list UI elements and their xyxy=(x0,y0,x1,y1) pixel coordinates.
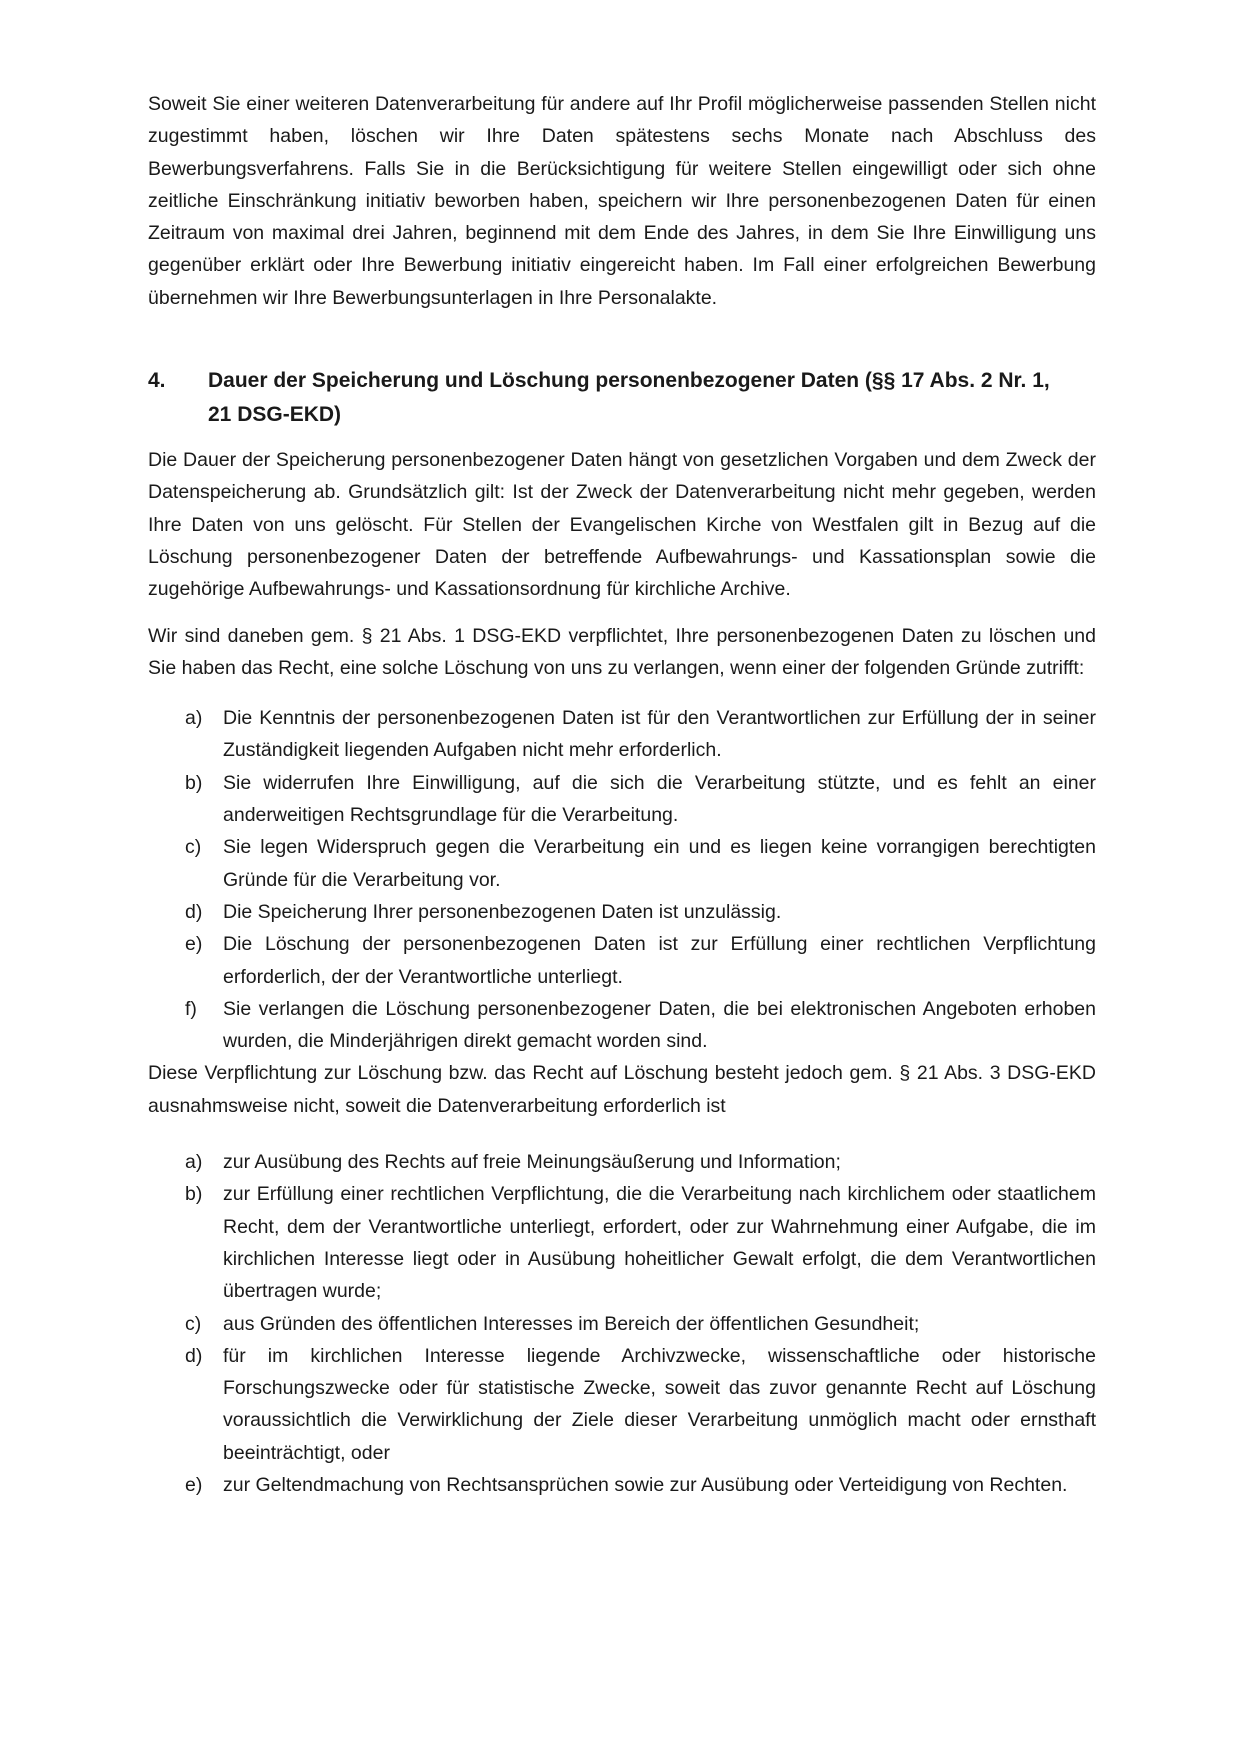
list-item-text: Die Speicherung Ihrer personenbezogenen Daten ist unzulässig. xyxy=(223,900,782,923)
deletion-reasons-list xyxy=(148,702,1096,1057)
list-marker: b) xyxy=(185,771,203,794)
list-item-text: für im kirchlichen Interesse liegende Archivzwecke, wissenschaftliche oder historische Forschungszwecke oder für statistische Zwecke, soweit das zuvor genannte Recht auf Löschung voraussichtlich die Verwirklichung der Ziele dieser Verarbeitung unmöglich macht oder ernsthaft beeinträchtigt, oder xyxy=(223,1344,1096,1464)
list-marker: c) xyxy=(185,836,202,859)
list-marker: b) xyxy=(185,1183,203,1206)
list-item-text: Sie verlangen die Löschung personenbezogener Daten, die bei elektronischen Angeboten erhoben wurden, die Minderjährigen direkt gemacht worden sind. xyxy=(223,997,1096,1053)
list-marker: d) xyxy=(185,900,203,923)
list-item-text: Die Löschung der personenbezogenen Daten ist zur Erfüllung einer rechtlichen Verpflichtung erforderlich, der der Verantwortliche unterliegt. xyxy=(223,933,1096,988)
list-item xyxy=(185,1469,1096,1501)
paragraph-deletion-obligation: Wir sind daneben gem. § 21 Abs. 1 DSG-EKD verpflichtet, Ihre personenbezogenen Daten zu löschen und Sie haben das Recht, eine solche Löschung von uns zu verlangen, wenn einer der folgenden Gründe zutrifft: xyxy=(148,624,1096,679)
list-marker: a) xyxy=(185,707,203,730)
list-marker: d) xyxy=(185,1344,203,1367)
list-item xyxy=(185,1340,1096,1469)
list-item-text: Die Kenntnis der personenbezogenen Daten ist für den Verantwortlichen zur Erfüllung der in seiner Zuständigkeit liegenden Aufgaben nicht mehr erforderlich. xyxy=(223,707,1096,762)
list-item xyxy=(185,928,1096,993)
list-marker: e) xyxy=(185,933,203,956)
section-heading xyxy=(148,364,1096,432)
list-item xyxy=(185,702,1096,767)
list-marker: f) xyxy=(185,997,197,1020)
paragraph-exceptions: Diese Verpflichtung zur Löschung bzw. das Recht auf Löschung besteht jedoch gem. § 21 Abs. 3 DSG-EKD ausnahmsweise nicht, soweit die Datenverarbeitung erforderlich ist xyxy=(148,1062,1096,1117)
list-item xyxy=(185,1178,1096,1307)
list-marker: c) xyxy=(185,1312,202,1335)
document-page xyxy=(148,88,1096,1501)
list-item xyxy=(185,896,1096,928)
paragraph-storage-duration: Die Dauer der Speicherung personenbezogener Daten hängt von gesetzlichen Vorgaben und dem Zweck der Datenspeicherung ab. Grundsätzlich gilt: Ist der Zweck der Datenverarbeitung nicht mehr gegeben, werden Ihre Daten von uns gelöscht. Für Stellen der Evangelischen Kirche von Westfalen gilt in Bezug auf die Löschung personenbezogener Daten der betreffende Aufbewahrungs- und Kassationsplan sowie die zugehörige Aufbewahrungs- und Kassationsordnung für kirchliche Archive. xyxy=(148,449,1096,601)
list-item-text: zur Erfüllung einer rechtlichen Verpflichtung, die die Verarbeitung nach kirchlichem oder staatlichem Recht, dem der Verantwortliche unterliegt, erfordert, oder zur Wahrnehmung einer Aufgabe, die im kirchlichen Interesse liegt oder in Ausübung hoheitlicher Gewalt erfolgt, die dem Verantwortlichen übertragen wurde; xyxy=(223,1183,1096,1303)
list-item xyxy=(185,767,1096,832)
paragraph-retention-applications: Soweit Sie einer weiteren Datenverarbeitung für andere auf Ihr Profil möglicherweise passenden Stellen nicht zugestimmt haben, löschen wir Ihre Daten spätestens sechs Monate nach Abschluss des Bewerbungsverfahrens. Falls Sie in die Berücksichtigung für weitere Stellen eingewilligt oder sich ohne zeitliche Einschränkung initiativ beworben haben, speichern wir Ihre personenbezogenen Daten für einen Zeitraum von maximal drei Jahren, beginnend mit dem Ende des Jahres, in dem Sie Ihre Einwilligung uns gegenüber erklärt oder Ihre Bewerbung initiativ eingereicht haben. Im Fall einer erfolgreichen Bewerbung übernehmen wir Ihre Bewerbungsunterlagen in Ihre Personalakte. xyxy=(148,93,1096,309)
list-marker: a) xyxy=(185,1151,203,1174)
list-item-text: aus Gründen des öffentlichen Interesses im Bereich der öffentlichen Gesundheit; xyxy=(223,1312,920,1335)
section-title: Dauer der Speicherung und Löschung personenbezogener Daten (§§ 17 Abs. 2 Nr. 1, 21 DSG-EKD) xyxy=(208,369,1050,427)
list-item xyxy=(185,993,1096,1058)
exceptions-list xyxy=(148,1146,1096,1501)
list-item-text: Sie widerrufen Ihre Einwilligung, auf die sich die Verarbeitung stützte, und es fehlt an einer anderweitigen Rechtsgrundlage für die Verarbeitung. xyxy=(223,771,1096,827)
section-number: 4. xyxy=(148,369,166,393)
list-item-text: Sie legen Widerspruch gegen die Verarbeitung ein und es liegen keine vorrangigen berechtigten Gründe für die Verarbeitung vor. xyxy=(223,836,1096,891)
list-item-text: zur Geltendmachung von Rechtsansprüchen sowie zur Ausübung oder Verteidigung von Rechten. xyxy=(223,1473,1068,1496)
list-item xyxy=(185,831,1096,896)
list-item xyxy=(185,1308,1096,1340)
list-item xyxy=(185,1146,1096,1178)
list-marker: e) xyxy=(185,1473,203,1496)
list-item-text: zur Ausübung des Rechts auf freie Meinungsäußerung und Information; xyxy=(223,1151,841,1174)
